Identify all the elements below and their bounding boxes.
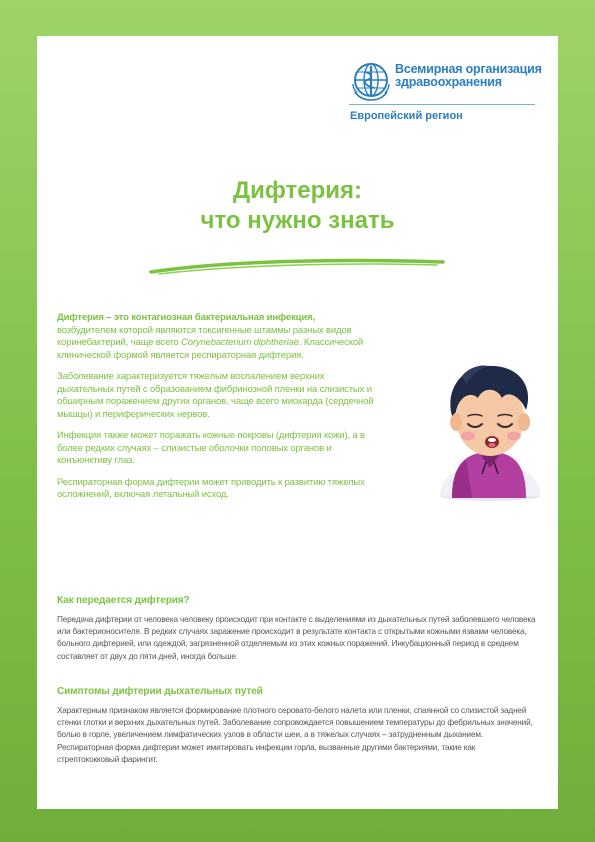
logo-divider [349, 104, 535, 105]
section-symptoms [57, 686, 539, 766]
intro-paragraph-3: Инфекция также может поражать кожные покровы (дифтерия кожи), а в более редких случаях – слизистые оболочки половых органов и конъюнктиву глаз. [57, 430, 365, 466]
intro-paragraph-4: Респираторная форма дифтерии может приводить к развитию тяжелых осложнений, включая летальный исход. [57, 476, 365, 500]
title-line1: Дифтерия: [232, 177, 363, 204]
sick-child-illustration [422, 346, 552, 506]
section-heading: Симптомы дифтерии дыхательных путей [57, 686, 263, 697]
org-name-line1: Всемирная организация [395, 62, 542, 76]
section-text: Передача дифтерии от человека человеку происходит при контакте с выделениями из дыхательных путей заболевшего человека или бактерионосителя. В редких случаях заражение происходит в результате контакта с открытыми кожными язвами человека, больного дифтерией, или одеждой, загрязненной отделяемым из этих кожных поражений. Инкубационный период в среднем составляет от двух до пяти дней, иногда больше. [57, 615, 536, 661]
org-name-line2: здравоохранения [395, 75, 502, 89]
region-label: Европейский регион [350, 110, 463, 122]
document-page [37, 36, 558, 809]
section-heading: Как передается дифтерия? [57, 595, 190, 606]
intro-paragraph-1 [57, 312, 377, 362]
section-transmission [57, 595, 539, 663]
title-underline-swoosh [147, 256, 447, 280]
who-emblem-icon [349, 58, 393, 102]
page-title [37, 176, 558, 236]
section-text: Характерным признаком является формирование плотного серовато-белого налета или пленки, спаянной со слизистой задней стенки глотки и верхних дыхательных путей. Заболевание сопровождается повышением температуры до фебрильных значений, болью в горле, увеличением лимфатических узлов в области шеи, а в тяжелых случаях – затрудненным дыханием. Респираторная форма дифтерии может имитировать инфекции горла, вызванные другими бактериями, такие как стрептококковый фарингит. [57, 706, 533, 764]
organization-name [395, 63, 545, 89]
intro-text [57, 312, 377, 511]
intro-paragraph-2: Заболевание характеризуется тяжелым воспалением верхних дыхательных путей с образованием фибринозной пленки на слизистых и обширным поражением других органов, чаще всего миокарда (сердечной мышцы) и периферических нервов. [57, 371, 374, 420]
intro-p1-italic: Corynebacterium diphtheriae [181, 337, 299, 348]
intro-p1-part-b: . Классической клинической формой является респираторная дифтерия. [57, 337, 364, 361]
title-line2: что нужно знать [200, 207, 395, 234]
intro-lead: Дифтерия – это контагиозная бактериальная инфекция, [57, 312, 315, 323]
intro-p1-part-a: возбудителем которой являются токсигенные штаммы разных видов коринебактерий, чаще всего [57, 324, 352, 348]
